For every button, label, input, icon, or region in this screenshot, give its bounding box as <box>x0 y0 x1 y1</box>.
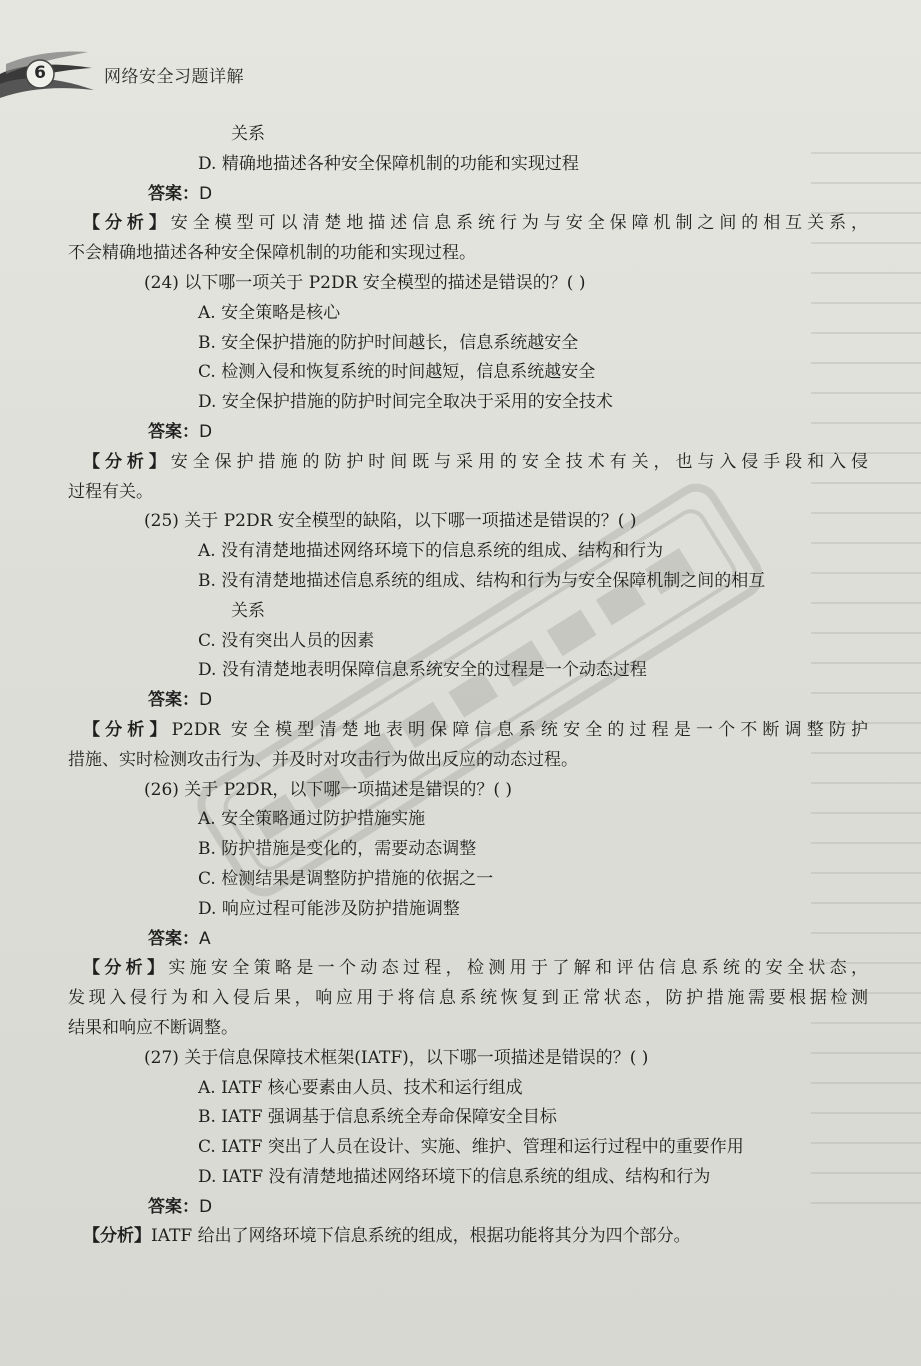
analysis-block <box>68 448 869 508</box>
answer-option: A. 安全策略是核心 <box>198 302 341 323</box>
analysis-line <box>83 448 868 478</box>
question-stem: (27) 关于信息保障技术框架(IATF)，以下哪一项描述是错误的？( ) <box>144 1047 649 1068</box>
analysis-line <box>83 954 868 984</box>
question-stem: (26) 关于 P2DR，以下哪一项描述是错误的？( ) <box>144 779 513 800</box>
analysis-text: 结果和响应不断调整。 <box>68 1017 238 1038</box>
answer-option: D. 安全保护措施的防护时间完全取决于采用的安全技术 <box>198 392 613 413</box>
option-continuation: 关系 <box>231 124 265 144</box>
answer-option: C. 检测结果是调整防护措施的依据之一 <box>198 868 494 889</box>
answer-option: A. 没有清楚地描述网络环境下的信息系统的组成、结构和行为 <box>198 541 664 562</box>
analysis-block <box>83 1222 868 1252</box>
analysis-line <box>68 239 868 269</box>
answer-label: 答案： <box>148 183 199 204</box>
answer-option: D. 精确地描述各种安全保障机制的功能和实现过程 <box>198 153 579 174</box>
answer-line <box>108 1193 868 1223</box>
answer-option: D. 没有清楚地表明保障信息系统安全的过程是一个动态过程 <box>198 660 647 681</box>
analysis-text: 过程有关。 <box>68 481 153 502</box>
answer-label: 答案： <box>148 1196 199 1217</box>
analysis-label: 【分析】 <box>83 958 169 979</box>
answer-option: C. 没有突出人员的因素 <box>198 630 375 651</box>
analysis-line <box>68 1014 868 1044</box>
answer-option: A. 安全策略通过防护措施实施 <box>198 809 426 830</box>
analysis-line <box>68 478 868 508</box>
answer-line <box>108 418 868 448</box>
analysis-label: 【分析】 <box>83 1226 151 1247</box>
answer-option: C. 检测入侵和恢复系统的时间越短，信息系统越安全 <box>198 362 596 383</box>
answer-option: C. IATF 突出了人员在设计、实施、维护、管理和运行过程中的重要作用 <box>198 1137 744 1158</box>
page-number: 6 <box>34 63 46 83</box>
analysis-text: 实施安全策略是一个动态过程，检测用于了解和评估信息系统的安全状态， <box>168 958 869 979</box>
analysis-block <box>68 209 869 269</box>
answer-option: D. 响应过程可能涉及防护措施调整 <box>198 898 460 919</box>
answer-label: 答案： <box>148 690 199 711</box>
analysis-line <box>68 984 868 1014</box>
answer-label: 答案： <box>148 928 199 949</box>
analysis-block <box>68 716 869 776</box>
answer-option: B. IATF 强调基于信息系统全寿命保障安全目标 <box>198 1107 557 1128</box>
answer-line <box>108 925 868 955</box>
answer-option: B. 没有清楚地描述信息系统的组成、结构和行为与安全保障机制之间的相互 <box>198 570 766 591</box>
analysis-text: P2DR 安全模型清楚地表明保障信息系统安全的过程是一个不断调整防护 <box>171 719 869 740</box>
analysis-text: 措施、实时检测攻击行为、并及时对攻击行为做出反应的动态过程。 <box>68 749 578 770</box>
question-stem: (24) 以下哪一项关于 P2DR 安全模型的描述是错误的？( ) <box>144 272 586 293</box>
answer-option: D. IATF 没有清楚地描述网络环境下的信息系统的组成、结构和行为 <box>198 1166 711 1187</box>
analysis-text: 发现入侵行为和入侵后果，响应用于将信息系统恢复到正常状态，防护措施需要根据检测 <box>68 988 868 1009</box>
analysis-text: IATF 给出了网络环境下信息系统的组成，根据功能将其分为四个部分。 <box>151 1226 691 1247</box>
analysis-line <box>83 716 868 746</box>
answer-label: 答案： <box>148 421 199 442</box>
answer-option: B. 防护措施是变化的，需要动态调整 <box>198 839 477 860</box>
analysis-text: 安全保护措施的防护时间既与采用的安全技术有关，也与入侵手段和入侵 <box>170 451 869 472</box>
analysis-label: 【分析】 <box>83 451 171 472</box>
analysis-block <box>68 954 869 1043</box>
analysis-line <box>68 746 868 776</box>
answer-value: D <box>199 183 213 204</box>
question-stem: (25) 关于 P2DR 安全模型的缺陷，以下哪一项描述是错误的？( ) <box>144 511 637 532</box>
answer-line <box>108 180 868 210</box>
answer-value: A <box>199 928 211 949</box>
analysis-label: 【分析】 <box>83 213 171 234</box>
analysis-text: 安全模型可以清楚地描述信息系统行为与安全保障机制之间的相互关系， <box>170 213 869 234</box>
option-continuation: 关系 <box>231 600 265 621</box>
analysis-label: 【分析】 <box>83 719 172 740</box>
answer-value: D <box>199 1196 213 1217</box>
analysis-line <box>83 209 868 239</box>
analysis-text: 不会精确地描述各种安全保障机制的功能和实现过程。 <box>68 243 476 264</box>
answer-option: B. 安全保护措施的防护时间越长，信息系统越安全 <box>198 332 579 353</box>
page-content <box>68 120 869 1252</box>
answer-value: D <box>199 421 213 442</box>
analysis-line <box>83 1222 868 1252</box>
answer-value: D <box>199 690 213 711</box>
answer-line <box>108 686 868 716</box>
answer-option: A. IATF 核心要素由人员、技术和运行组成 <box>198 1077 523 1098</box>
running-title: 网络安全习题详解 <box>104 67 244 87</box>
